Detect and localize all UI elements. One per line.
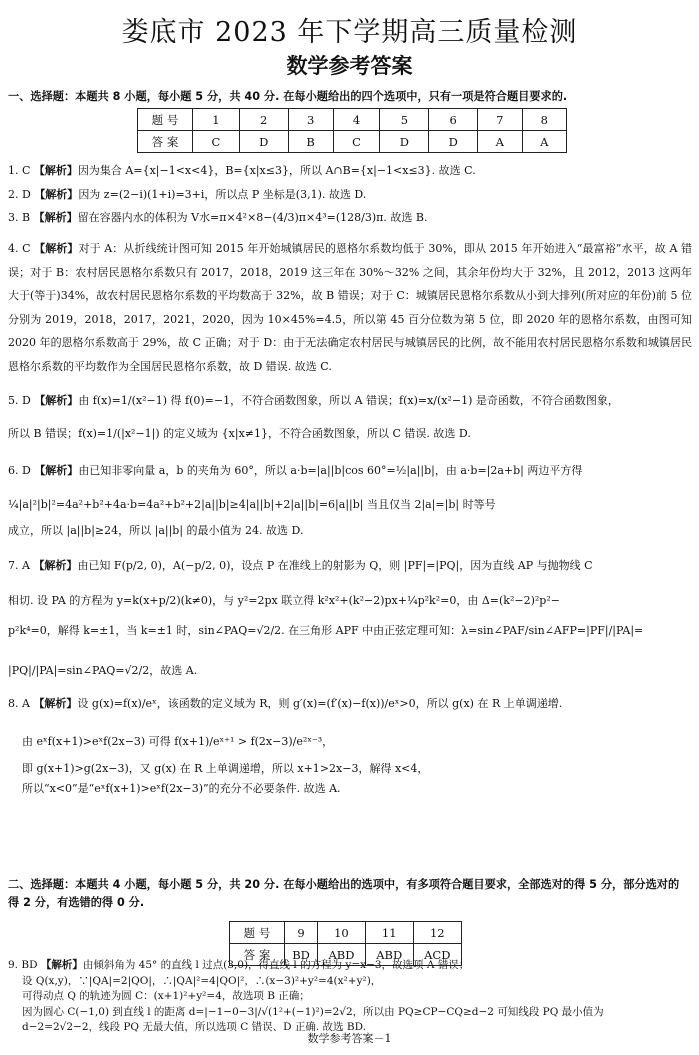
solution-text: 设 g(x)=f(x)/eˣ，该函数的定义域为 R，则 g′(x)=(f′(x)−f(x))/eˣ>0，所以 g(x) 在 R 上单调递增. <box>77 697 563 710</box>
question-number: 2. D <box>8 188 31 201</box>
solution-text: 所以 B 错误；f(x)=1/(|x²−1|) 的定义域为 {x|x≠1}，不符合函数图象，所以 C 错误. 故选 D. <box>8 427 471 440</box>
question-number-cell: 1 <box>193 109 240 131</box>
solution-4 <box>8 237 692 378</box>
solution-text: 设 Q(x,y)，∵|QA|=2|QO|，∴|QA|²=4|QO|²，∴(x−3)²+y²=4(x²+y²)， <box>22 974 382 987</box>
solution-7-line <box>8 662 197 681</box>
answer-cell: B <box>288 131 333 153</box>
answer-cell: A <box>478 131 522 153</box>
analysis-tag: 【解析】 <box>34 188 79 201</box>
analysis-tag: 【解析】 <box>40 959 83 971</box>
solution-text: 留在容器内水的体积为 V水=π×4²×8−(4/3)π×4³=(128/3)π. 故选 B. <box>77 211 428 224</box>
solution-text: 由倾斜角为 45° 的直线 l 过点(3,0)，得直线 l 的方程为 y=x−3，故选项 A 错误； <box>82 959 470 971</box>
solution-5-line <box>8 425 471 444</box>
question-number: 4. C <box>8 242 31 255</box>
analysis-tag: 【解析】 <box>33 559 78 572</box>
answer-cell: ACD <box>413 944 461 966</box>
answer-cell: ABD <box>365 944 413 966</box>
solution-2-line <box>8 186 366 205</box>
question-number: 1. C <box>8 164 31 177</box>
row-label: 答 案 <box>138 131 193 153</box>
table-row <box>138 109 567 131</box>
question-number: 7. A <box>8 559 30 572</box>
question-number-cell: 9 <box>285 922 318 944</box>
question-number: 8. A <box>8 697 30 710</box>
analysis-tag: 【解析】 <box>33 697 78 710</box>
answer-cell: BD <box>285 944 318 966</box>
solution-text: 所以“x<0”是“eˣf(x+1)>eˣf(2x−3)”的充分不必要条件. 故选 A. <box>22 782 341 795</box>
solution-text: 由 f(x)=1/(x²−1) 得 f(0)=−1，不符合函数图象，所以 A 错误；f(x)=x/(x²−1) 是奇函数，不符合函数图象， <box>78 394 619 407</box>
question-number: 3. B <box>8 211 31 224</box>
section1-heading: 一、选择题：本题共 8 小题，每小题 5 分，共 40 分. 在每小题给出的四个选项中，只有一项是符合题目要求的. <box>8 90 568 103</box>
answer-cell: A <box>522 131 566 153</box>
page-footer: 数学参考答案－1 <box>307 1032 392 1045</box>
question-number-cell: 7 <box>478 109 522 131</box>
solution-7-line <box>8 557 593 576</box>
solution-3-line <box>8 209 427 228</box>
solution-text: p²k⁴=0，解得 k=±1，当 k=±1 时，sin∠PAQ=√2/2. 在三角形 APF 中由正弦定理可知：λ=sin∠PAF/sin∠AFP=|PF|/|PA|= <box>8 624 644 637</box>
solution-9-line <box>22 974 381 989</box>
solution-1-line <box>8 162 476 181</box>
solution-8-line <box>22 780 341 799</box>
analysis-tag: 【解析】 <box>34 394 79 407</box>
solution-text: 即 g(x+1)>g(2x−3)，又 g(x) 在 R 上单调递增，所以 x+1>2x−3，解得 x<4， <box>22 762 429 775</box>
solution-7-line <box>8 622 643 641</box>
solution-text: 相切. 设 PA 的方程为 y=k(x+p/2)(k≠0)，与 y²=2px 联立得 k²x²+(k²−2)px+¼p²k²=0，由 Δ=(k²−2)²p²− <box>8 594 560 607</box>
row-label: 题 号 <box>138 109 193 131</box>
solution-text: ¼|a|²|b|²=4a²+b²+4a·b=4a²+b²+2|a||b|≥4|a||b|+2|a||b|=6|a||b| 当且仅当 2|a|=|b| 时等号 <box>8 498 496 511</box>
section1-answer-table <box>137 108 567 153</box>
answer-cell: C <box>333 131 380 153</box>
row-label: 题 号 <box>230 922 285 944</box>
answer-cell: C <box>193 131 240 153</box>
solution-text: 由已知 F(p/2, 0)，A(−p/2, 0)，设点 P 在准线上的射影为 Q，则 |PF|=|PQ|，因为直线 AP 与抛物线 C <box>77 559 593 572</box>
question-number: 6. D <box>8 464 31 477</box>
analysis-tag: 【解析】 <box>33 164 78 177</box>
solution-8-line <box>22 760 428 779</box>
table-row <box>138 131 567 153</box>
solution-text: d−2=2√2−2，线段 PQ 无最大值，所以选项 C 错误、D 正确. 故选 BD. <box>22 1021 366 1033</box>
solution-text: 因为集合 A={x|−1<x<4}，B={x|x≤3}，所以 A∩B={x|−1<x≤3}. 故选 C. <box>77 164 476 177</box>
page-subtitle: 数学参考答案 <box>286 54 413 78</box>
analysis-tag: 【解析】 <box>33 211 78 224</box>
solution-7-line <box>8 592 560 611</box>
question-number-cell: 12 <box>413 922 461 944</box>
row-label: 答 案 <box>230 944 285 966</box>
solution-text: 可得动点 Q 的轨迹为圆 C：(x+1)²+y²=4，故选项 B 正确； <box>22 990 310 1002</box>
question-number-cell: 5 <box>380 109 429 131</box>
solution-5-line <box>8 392 619 411</box>
answer-cell: D <box>239 131 288 153</box>
table-row <box>230 922 462 944</box>
question-number: 5. D <box>8 394 31 407</box>
page-title: 娄底市 2023 年下学期高三质量检测 <box>121 17 578 48</box>
answer-cell: D <box>380 131 429 153</box>
solution-6-line <box>8 462 582 481</box>
solution-text: 由已知非零向量 a，b 的夹角为 60°，所以 a·b=|a||b|cos 60°=½|a||b|，由 a·b=|2a+b| 两边平方得 <box>78 464 583 477</box>
question-number-cell: 10 <box>318 922 366 944</box>
answer-cell: D <box>429 131 478 153</box>
question-number-cell: 8 <box>522 109 566 131</box>
question-number-cell: 4 <box>333 109 380 131</box>
question-number-cell: 2 <box>239 109 288 131</box>
solution-text: 对于 A：从折线统计图可知 2015 年开始城镇居民的恩格尔系数均低于 30%，即从 2015 年开始进入“最富裕”水平，故 A 错误；对于 B：农村居民恩格尔系数只有 2017，2018，2019 这三年在 30%～32% 之间，其余年份均大于 32%，且 2012，2013 这两年大于(等于)34%，故农村居民恩格尔系数的平均数高于 32%，故 B 错误；对于 C：城镇居民恩格尔系数从小到大排列(所对应的年份)前 5 位分别为 2019，2018，2017，2021，2020，因为 10×45%=4.5，所以第 45 百分位数为第 5 位，即 2020 年的恩格尔系数，由图可知 2020 年的恩格尔系数高于 29%，故 C 正确；对于 D：由于无法确定农村居民与城镇居民的比例，故不能用农村居民恩格尔系数和城镇居民恩格尔系数的平均数作为全国居民恩格尔系数，故 D 错误. 故选 C. <box>8 242 693 373</box>
question-number-cell: 11 <box>365 922 413 944</box>
solution-text: |PQ|/|PA|=sin∠PAQ=√2/2，故选 A. <box>8 664 198 677</box>
solution-9-line <box>8 958 469 973</box>
analysis-tag: 【解析】 <box>34 242 79 255</box>
solution-8-line <box>22 733 333 752</box>
solution-9-line <box>22 1005 604 1020</box>
question-number-cell: 3 <box>288 109 333 131</box>
solution-text: 由 eˣf(x+1)>eˣf(2x−3) 可得 f(x+1)/eˣ⁺¹ > f(2x−3)/e²ˣ⁻³， <box>22 735 334 748</box>
answer-cell: ABD <box>318 944 366 966</box>
section2-heading: 二、选择题：本题共 4 小题，每小题 5 分，共 20 分. 在每小题给出的选项中，有多项符合题目要求，全部选对的得 5 分，部分选对的得 2 分，有选错的得 0 分. <box>8 878 680 909</box>
solution-text: 因为圆心 C(−1,0) 到直线 l 的距离 d=|−1−0−3|/√(1²+(−1)²)=2√2，所以由 PQ≥CP−CQ≥d−2 可知线段 PQ 最小值为 <box>22 1005 604 1018</box>
question-number: 9. BD <box>8 959 38 971</box>
solution-8-line <box>8 695 562 714</box>
analysis-tag: 【解析】 <box>34 464 79 477</box>
question-number-cell: 6 <box>429 109 478 131</box>
solution-6-line <box>8 522 303 541</box>
solution-text: 成立，所以 |a||b|≥24，所以 |a||b| 的最小值为 24. 故选 D. <box>8 524 304 537</box>
solution-text: 因为 z=(2−i)(1+i)=3+i，所以点 P 坐标是(3,1). 故选 D. <box>78 188 367 201</box>
solution-9-line <box>22 989 310 1004</box>
solution-6-line <box>8 496 496 515</box>
